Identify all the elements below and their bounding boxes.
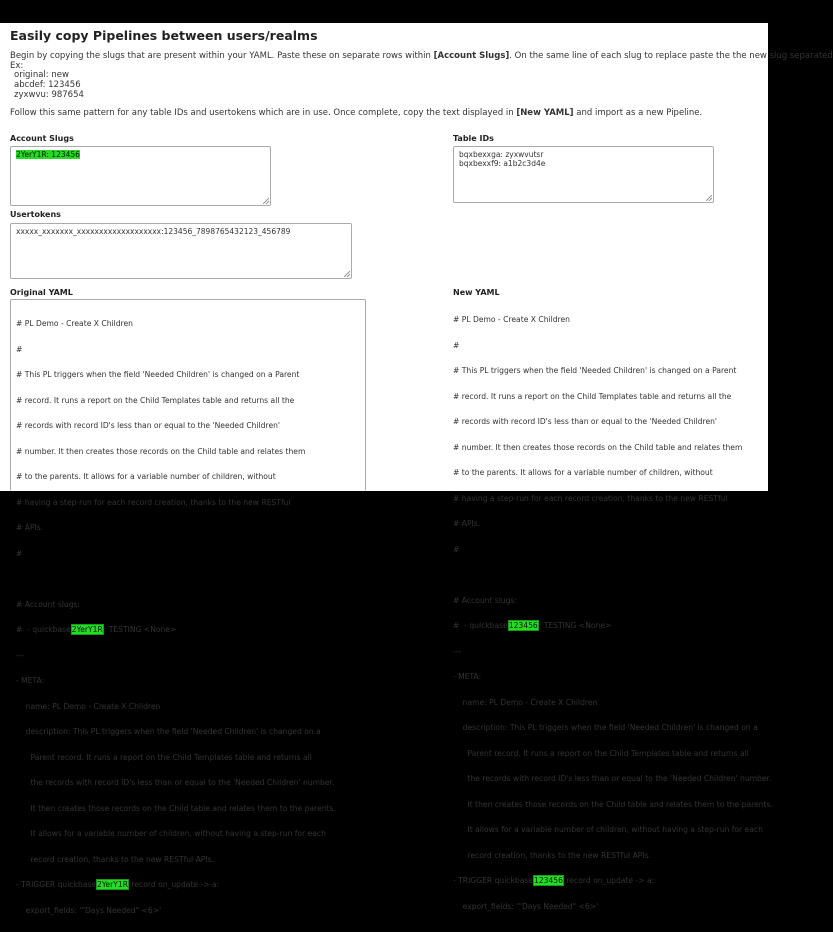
yaml-line: # records with record ID's less than or equal to the 'Needed Children' (453, 417, 718, 426)
example-line: original: new (14, 70, 69, 80)
app-window (0, 23, 833, 915)
yaml-line-start: # - quickbase (16, 625, 71, 634)
table-id-line: bqxbexxga: zyxwvutsr (459, 150, 544, 159)
yaml-line: export_fields: '"Days Needed" <6>' (453, 901, 599, 911)
yaml-line: name: PL Demo - Create X Children (453, 697, 598, 707)
yaml-line: # This PL triggers when the field 'Needed Children' is changed on a Parent (16, 370, 300, 379)
yaml-line: It allows for a variable number of children, without having a step-run for each (453, 825, 763, 834)
original-yaml-content (16, 303, 336, 932)
yaml-line: # This PL triggers when the field 'Needed Children' is changed on a Parent (453, 366, 737, 375)
yaml-line: # to the parents. It allows for a variable number of children, without (453, 468, 713, 477)
resize-grip-icon[interactable] (344, 271, 350, 277)
yaml-line-start: # - quickbase (453, 621, 508, 630)
usertoken-line: xxxxx_xxxxxxx_xxxxxxxxxxxxxxxxxxx:123456_7898765432123_456789 (16, 227, 291, 236)
follow-part: and import as a new Pipeline. (573, 108, 703, 118)
yaml-trigger-line (453, 877, 773, 886)
usertokens-textarea[interactable] (10, 223, 352, 279)
account-slugs-label: Account Slugs (10, 134, 74, 143)
yaml-line-rest: : TESTING <None> (103, 625, 177, 634)
yaml-line: - META: (453, 672, 482, 681)
yaml-slug-line (16, 626, 336, 635)
intro-text (10, 51, 833, 71)
yaml-line: # number. It then creates those records on the Child table and relates them (453, 442, 743, 452)
yaml-line (16, 575, 336, 584)
original-yaml-label: Original YAML (10, 288, 73, 297)
slug-highlight: 123456 (508, 621, 538, 630)
account-slugs-textarea[interactable] (10, 146, 271, 206)
follow-text (10, 108, 702, 118)
original-yaml-textarea[interactable] (10, 299, 366, 915)
table-ids-textarea[interactable] (453, 146, 714, 203)
yaml-line: description: This PL triggers when the field 'Needed Children' is changed on a (453, 723, 758, 732)
yaml-line: the records with record ID's less than or equal to the 'Needed Children' number. (453, 774, 772, 783)
yaml-line: Parent record. It runs a report on the Child Templates table and returns all (16, 752, 312, 762)
yaml-line: # (453, 544, 460, 554)
intro-part: Begin by copying the slugs that are present within your YAML. Paste these on separate rows within (10, 51, 434, 61)
yaml-line-start: - TRIGGER quickbase (16, 880, 96, 889)
yaml-line: # PL Demo - Create X Children (16, 319, 133, 328)
yaml-line: # records with record ID's less than or equal to the 'Needed Children' (16, 421, 281, 430)
yaml-line-rest: record on_update -> a: (563, 876, 655, 885)
yaml-line: # (453, 340, 460, 350)
yaml-line-rest: : TESTING <None> (538, 621, 612, 630)
slug-highlight: 2YerY1R (71, 625, 103, 634)
new-yaml-content (453, 299, 773, 928)
resize-grip-icon[interactable] (706, 195, 712, 201)
yaml-line: record creation, thanks to the new RESTful APIs. (453, 850, 651, 860)
yaml-line: # Account slugs: (453, 595, 518, 605)
yaml-line: # PL Demo - Create X Children (453, 315, 570, 324)
yaml-line: # having a step-run for each record creation, thanks to the new RESTful (16, 497, 291, 507)
resize-grip-icon[interactable] (263, 198, 269, 204)
yaml-line: It allows for a variable number of children, without having a step-run for each (16, 829, 326, 838)
yaml-line: # record. It runs a report on the Child Templates table and returns all the (453, 391, 732, 401)
follow-part: Follow this same pattern for any table IDs and usertokens which are in use. Once complete, copy the text displayed in (10, 108, 517, 118)
yaml-line: --- (16, 650, 25, 660)
yaml-line: # (16, 344, 23, 354)
yaml-line: name: PL Demo - Create X Children (16, 701, 161, 711)
yaml-line: # record. It runs a report on the Child Templates table and returns all the (16, 395, 295, 405)
yaml-line: # APIs. (16, 523, 44, 532)
yaml-line: It then creates those records on the Child table and relates them to the parents. (16, 803, 336, 813)
yaml-line: # number. It then creates those records on the Child table and relates them (16, 446, 306, 456)
slug-highlight: 2YerY1R (96, 880, 128, 889)
yaml-line: # (16, 548, 23, 558)
yaml-line: description: This PL triggers when the field 'Needed Children' is changed on a (16, 727, 321, 736)
intro-bold: [Account Slugs] (433, 51, 510, 61)
table-ids-label: Table IDs (453, 134, 494, 143)
slug-highlight: 123456 (533, 876, 563, 885)
yaml-line: export_fields: '"Days Needed" <6>' (16, 905, 162, 915)
slug-highlight: 2YerY1R: 123456 (16, 150, 80, 159)
table-id-line: bqxbexxf9: a1b2c3d4e (459, 159, 546, 168)
intro-part: . On the same line of each slug to replace paste the the new slug separated (509, 51, 833, 61)
yaml-line: # to the parents. It allows for a variable number of children, without (16, 472, 276, 481)
yaml-trigger-line (16, 881, 336, 890)
intro-ex: Ex: (10, 61, 24, 71)
yaml-line: record creation, thanks to the new RESTful APIs. (16, 854, 214, 864)
usertokens-label: Usertokens (10, 210, 61, 219)
example-lines (14, 70, 84, 100)
yaml-line: - META: (16, 676, 45, 685)
yaml-slug-line (453, 622, 773, 631)
yaml-line: # having a step-run for each record creation, thanks to the new RESTful (453, 493, 728, 503)
yaml-line-rest: record on_update -> a: (129, 880, 220, 889)
example-line: abcdef: 123456 (14, 80, 81, 90)
yaml-line (453, 571, 773, 580)
page-title: Easily copy Pipelines between users/realms (10, 28, 318, 43)
yaml-line: # Account slugs: (16, 599, 81, 609)
yaml-line: It then creates those records on the Child table and relates them to the parents. (453, 799, 773, 809)
yaml-line: Parent record. It runs a report on the Child Templates table and returns all (453, 748, 749, 758)
new-yaml-label: New YAML (453, 288, 500, 297)
example-line: zyxwvu: 987654 (14, 90, 84, 100)
yaml-line: the records with record ID's less than or equal to the 'Needed Children' number. (16, 778, 335, 787)
yaml-line: --- (453, 646, 462, 656)
follow-bold: [New YAML] (516, 108, 574, 118)
yaml-line: # APIs. (453, 519, 481, 528)
yaml-line-start: - TRIGGER quickbase (453, 876, 533, 885)
